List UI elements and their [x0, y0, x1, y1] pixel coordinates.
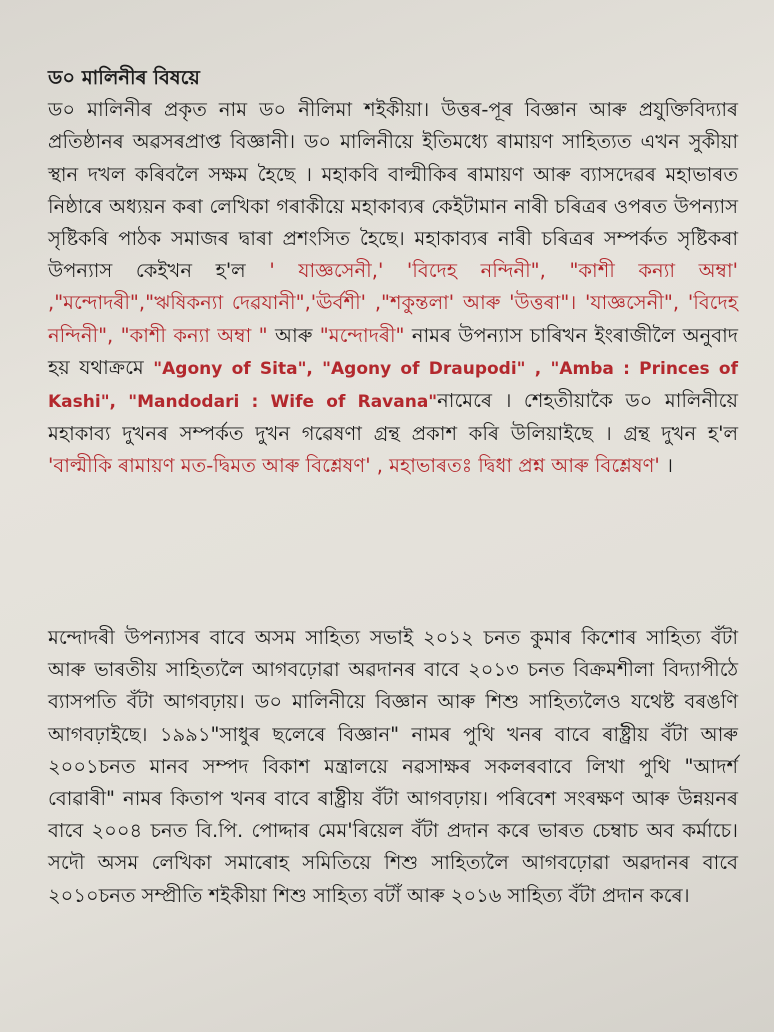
paragraph-intro: ড০ মালিনীৰ প্ৰকৃত নাম ড০ নীলিমা শইকীয়া। উত্তৰ-পূৰ বিজ্ঞান আৰু প্ৰযুক্তিবিদ্যাৰ প্ৰতিষ্ঠানৰ অৱসৰপ্ৰাপ্ত বিজ্ঞানী। ড০ মালিনীয়ে ইতিমধ্যে ৰামায়ণ সাহিত্যত এখন সুকীয়া স্থান দখল কৰিবলৈ সক্ষম হৈছে । মহাকবি বাল্মীকিৰ ৰামায়ণ আৰু ব্যাসদেৱৰ মহাভাৰত নিষ্ঠাৰে অধ্যয়ন কৰা লেখিকা গৰাকীয়ে মহাকাব্যৰ কেইটামান নাৰী চৰিত্ৰৰ ওপৰত উপন্যাস সৃষ্টিকৰি পাঠক সমাজৰ দ্বাৰা প্ৰশংসিত হৈছে। মহাকাব্যৰ নাৰী চৰিত্ৰৰ সম্পৰ্কত সৃষ্টিকৰা উপন্যাস কেইখন হ'ল: [48, 98, 738, 283]
conjunction-text: আৰু: [267, 323, 320, 347]
novel-titles: ' যাজ্ঞসেনী,' 'বিদেহ নন্দিনী", "কাশী কন্যা অম্বা' ,"মন্দোদৰী","ঋষিকন্যা দেৱযানী",'ঊৰ্বশী' ,"শকুন্তলা' আৰু 'উত্তৰা"। 'যাজ্ঞসেনী", 'বিদেহ নন্দিনী", "কাশী কন্যা অম্বা ": [48, 259, 738, 347]
about-section: [48, 62, 738, 483]
translation-intro: নামৰ উপন্যাস চাৰিখন ইংৰাজীলৈ অনুবাদ হয় যথাক্ৰমে: [48, 323, 738, 379]
research-books-intro: নামেৰে । শেহতীয়াকৈ ড০ মালিনীয়ে মহাকাব্য দুখনৰ সম্পৰ্কত দুখন গৱেষণা গ্ৰন্থ প্ৰকাশ কৰি উলিয়াইছে । গ্ৰন্থ দুখন হ'ল: [48, 389, 738, 446]
closing-mark: ।: [659, 454, 673, 478]
english-translations: "Agony of Sita", "Agony of Draupodi" , "Amba : Princes of Kashi", "Mandodari : Wife of Ravana": [48, 358, 738, 413]
awards-section: [48, 622, 738, 912]
awards-paragraph: মন্দোদৰী উপন্যাসৰ বাবে অসম সাহিত্য সভাই ২০১২ চনত কুমাৰ কিশোৰ সাহিত্য বঁটা আৰু ভাৰতীয় সাহিত্যলৈ আগবঢ়োৱা অৱদানৰ বাবে ২০১৩ চনত বিক্ৰমশীলা বিদ্যাপীঠে ব্যাসপতি বঁটা আগবঢ়ায়। ড০ মালিনীয়ে বিজ্ঞান আৰু শিশু সাহিত্যলৈও যথেষ্ট বৰঙণি আগবঢ়াইছে। ১৯৯১"সাধুৰ ছলেৰে বিজ্ঞান" নামৰ পুথি খনৰ বাবে ৰাষ্ট্ৰীয় বঁটা আৰু ২০০১চনত মানব সম্পদ বিকাশ মন্ত্ৰালয়ে নৱসাক্ষৰ সকলৰবাবে লিখা পুথি "আদৰ্শ বোৱাৰী" নামৰ কিতাপ খনৰ বাবে ৰাষ্ট্ৰীয় বঁটা আগবঢ়ায়। পৰিবেশ সংৰক্ষণ আৰু উন্নয়নৰ বাবে ২০০৪ চনত বি.পি. পোদ্দাৰ মেম'ৰিয়েল বঁটা প্ৰদান কৰে ভাৰত চেম্বাচ অব কৰ্মাচে। সদৌ অসম লেখিকা সমাৰোহ সমিতিয়ে শিশু সাহিত্যলৈ আগবঢ়োৱা অৱদানৰ বাবে ২০১০চনত সম্প্ৰীতি শইকীয়া শিশু সাহিত্য বটাঁ আৰু ২০১৬ সাহিত্য বঁটা প্ৰদান কৰে।: [48, 626, 738, 907]
research-book-titles: 'বাল্মীকি ৰামায়ণ মত-দ্বিমত আৰু বিশ্লেষণ' , মহাভাৰতঃ দ্বিধা প্ৰশ্ন আৰু বিশ্লেষণ': [48, 454, 660, 478]
novel-title-mandodari: "মন্দোদৰী": [319, 323, 405, 347]
section-heading: ড০ মালিনীৰ বিষয়ে: [48, 66, 200, 89]
